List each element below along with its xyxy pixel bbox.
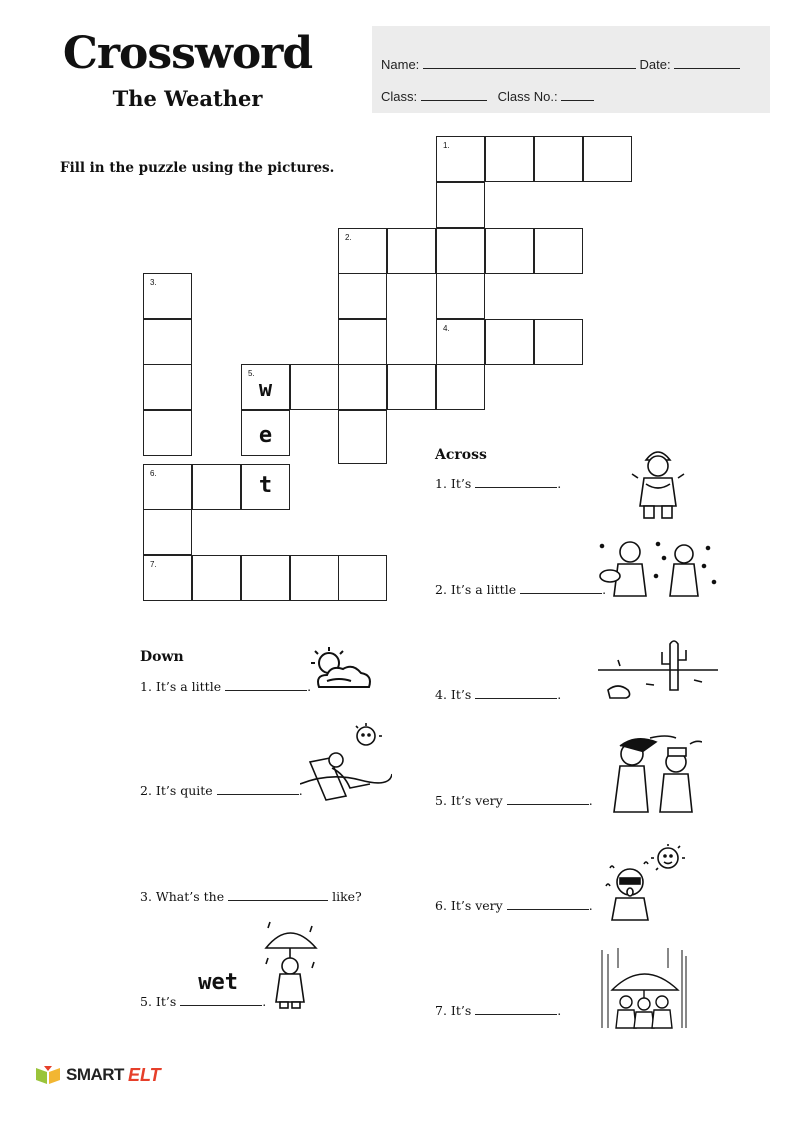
name-label: Name:	[381, 57, 420, 72]
down-heading: Down	[140, 649, 184, 665]
grid-cell[interactable]	[241, 410, 290, 456]
answer-blank[interactable]	[217, 781, 299, 795]
clue-number: 4.	[443, 324, 450, 333]
logo-text-elt: ELT	[127, 1064, 161, 1085]
grid-cell[interactable]	[143, 319, 192, 365]
grid-cell[interactable]	[436, 228, 485, 274]
cold-person-icon	[630, 444, 686, 524]
across-clue-5: 5. It’s very .	[435, 793, 593, 808]
grid-cell[interactable]	[436, 182, 485, 228]
grid-cell[interactable]	[338, 319, 387, 365]
down-clue-1: 1. It’s a little .	[140, 679, 312, 694]
snowing-people-icon	[598, 536, 720, 598]
clue-number: 7.	[150, 560, 157, 569]
grid-cell[interactable]	[290, 555, 339, 601]
grid-cell[interactable]	[290, 364, 339, 410]
name-date-line	[381, 55, 740, 72]
grid-cell[interactable]	[485, 319, 534, 365]
class-no-field[interactable]	[561, 87, 594, 101]
across-clue-6: 6. It’s very .	[435, 898, 593, 913]
grid-cell[interactable]	[485, 136, 534, 182]
filled-letter: t	[258, 473, 273, 498]
filled-letter: e	[258, 423, 273, 448]
down-clue-3: 3. What’s the like?	[140, 889, 362, 904]
grid-cell[interactable]	[143, 364, 192, 410]
grid-cell[interactable]	[143, 410, 192, 456]
across-clue-2: 2. It’s a little .	[435, 582, 607, 597]
logo-text-smart: SMART	[66, 1065, 124, 1084]
answer-blank[interactable]	[507, 791, 589, 805]
answer-blank[interactable]	[225, 677, 307, 691]
down-clue-5: 5. It’s wet .	[140, 970, 267, 1009]
grid-cell[interactable]	[534, 319, 583, 365]
cloudy-sun-icon	[305, 645, 375, 695]
across-clue-7: 7. It’s .	[435, 1003, 562, 1018]
grid-cell[interactable]	[338, 273, 387, 319]
grid-cell[interactable]	[143, 273, 192, 319]
sunbathing-person-icon	[300, 722, 392, 804]
grid-cell[interactable]	[338, 228, 387, 274]
grid-cell[interactable]	[436, 136, 485, 182]
answer-blank[interactable]	[228, 887, 328, 901]
grid-cell[interactable]	[241, 464, 290, 510]
date-field[interactable]	[674, 55, 740, 69]
grid-cell[interactable]	[534, 136, 583, 182]
class-no-label: Class No.:	[497, 89, 558, 104]
clue-number: 3.	[150, 278, 157, 287]
grid-cell[interactable]	[143, 464, 192, 510]
clue-number: 5.	[248, 369, 255, 378]
name-field[interactable]	[423, 55, 636, 69]
instructions: Fill in the puzzle using the pictures.	[60, 160, 335, 176]
grid-cell[interactable]	[143, 509, 192, 555]
down-clue-2: 2. It’s quite .	[140, 783, 303, 798]
across-clue-1: 1. It’s .	[435, 476, 562, 491]
class-line	[381, 87, 594, 104]
student-info-box	[372, 26, 770, 113]
grid-cell[interactable]	[583, 136, 632, 182]
answer-blank[interactable]	[475, 1001, 557, 1015]
answer-blank[interactable]	[475, 474, 557, 488]
handwritten-answer: wet	[198, 970, 238, 995]
grid-cell[interactable]	[485, 228, 534, 274]
smart-elt-logo	[34, 1064, 161, 1086]
grid-cell[interactable]	[534, 228, 583, 274]
answer-blank[interactable]	[475, 685, 557, 699]
grid-cell[interactable]	[192, 555, 241, 601]
grid-cell[interactable]	[338, 364, 387, 410]
grid-cell[interactable]	[338, 410, 387, 464]
page-subtitle: The Weather	[112, 86, 263, 111]
hot-sweating-person-icon	[600, 842, 688, 922]
grid-cell[interactable]	[436, 319, 485, 365]
book-logo-icon	[34, 1064, 62, 1086]
clue-number: 6.	[150, 469, 157, 478]
grid-cell[interactable]	[387, 364, 436, 410]
rainy-people-umbrella-icon	[598, 948, 690, 1030]
grid-cell[interactable]	[241, 555, 290, 601]
filled-letter: w	[258, 377, 273, 402]
date-label: Date:	[639, 57, 671, 72]
across-heading: Across	[435, 447, 487, 463]
class-label: Class:	[381, 89, 418, 104]
across-clue-4: 4. It’s .	[435, 687, 562, 702]
desert-icon	[598, 630, 718, 702]
grid-cell[interactable]	[143, 555, 192, 601]
grid-cell[interactable]	[436, 273, 485, 319]
grid-cell[interactable]	[436, 364, 485, 410]
class-field[interactable]	[421, 87, 487, 101]
answer-blank[interactable]	[520, 580, 602, 594]
umbrella-child-icon	[262, 918, 320, 1010]
answer-blank[interactable]	[507, 896, 589, 910]
clue-number: 2.	[345, 233, 352, 242]
grid-cell[interactable]	[338, 555, 387, 601]
grid-cell[interactable]	[192, 464, 241, 510]
clue-number: 1.	[443, 141, 450, 150]
windy-people-icon	[606, 732, 702, 816]
grid-cell[interactable]	[241, 364, 290, 410]
grid-cell[interactable]	[387, 228, 436, 274]
page-title: Crossword	[62, 28, 313, 79]
